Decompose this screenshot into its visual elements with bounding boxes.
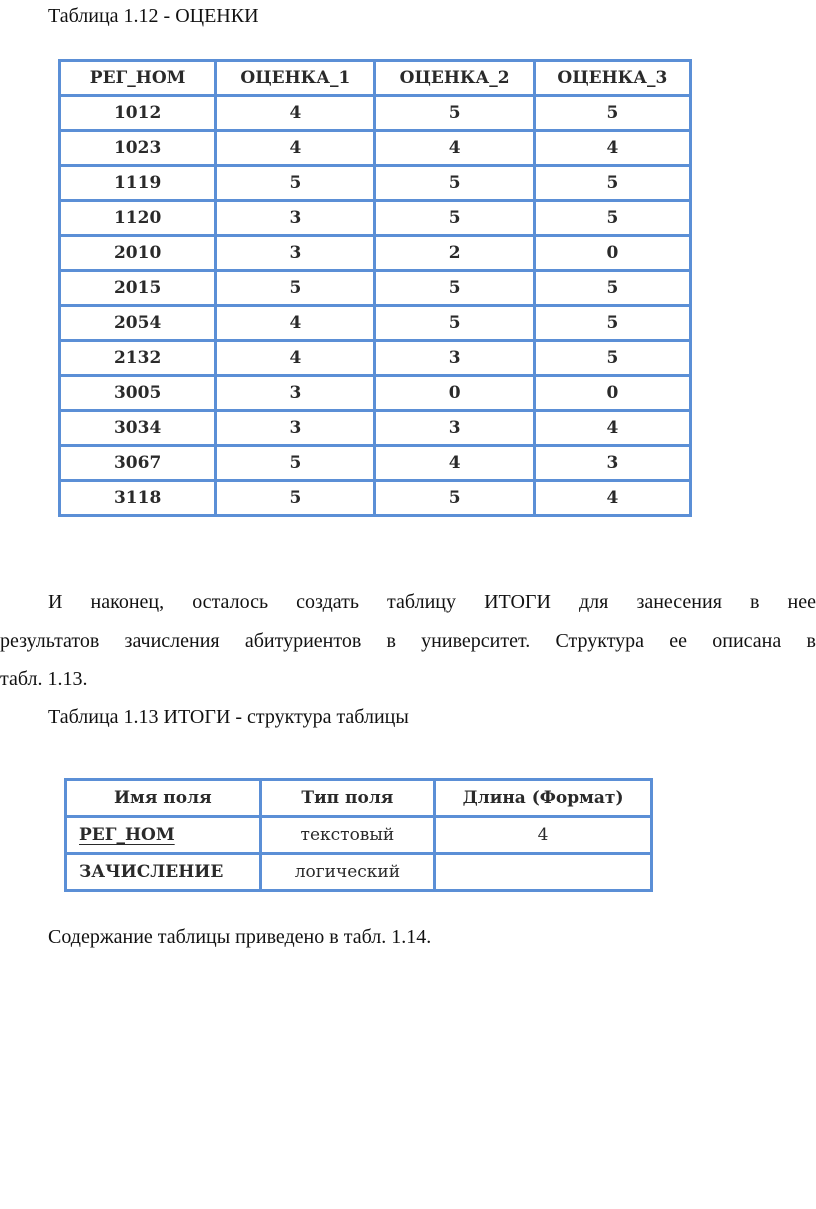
paragraph-word: осталось [192,591,269,613]
grade-cell: 4 [216,131,375,166]
grade-cell: 5 [534,96,690,131]
field-name-cell: ЗАЧИСЛЕНИЕ [66,854,261,891]
paragraph-word: занесения [636,591,722,613]
paragraph-word: Структура [555,629,645,652]
column-header: Тип поля [260,780,434,817]
paragraph-line [0,583,816,622]
field-type-cell: логический [260,854,434,891]
paragraph-word: наконец, [90,591,165,613]
grade-cell: 5 [216,166,375,201]
grade-cell: 3 [216,376,375,411]
table-1-13-caption: Таблица 1.13 ИТОГИ - структура таблицы [48,706,409,728]
grade-cell: 5 [534,341,690,376]
table-header-row [60,61,691,96]
reg-number-cell: 3067 [60,446,216,481]
grade-cell: 3 [534,446,690,481]
grade-cell: 3 [216,201,375,236]
grade-cell: 3 [216,411,375,446]
grade-cell: 0 [375,376,534,411]
paragraph-word: в [749,591,760,613]
reg-number-cell: 1120 [60,201,216,236]
grade-cell: 5 [375,96,534,131]
grade-cell: 5 [375,166,534,201]
grade-cell: 5 [375,306,534,341]
reg-number-cell: 2054 [60,306,216,341]
results-structure-table [64,778,653,892]
paragraph-word: университет. [421,629,531,652]
grade-cell: 5 [534,306,690,341]
paragraph-line [0,660,816,699]
paragraph-word: зачисления [124,629,220,652]
paragraph-word: создать [296,591,359,613]
reg-number-cell: 1012 [60,96,216,131]
field-type-cell: текстовый [260,817,434,854]
table-row [60,131,691,166]
field-name-cell [66,817,261,854]
field-name: РЕГ_НОМ [79,825,175,845]
grade-cell: 5 [216,446,375,481]
column-header: ОЦЕНКА_3 [534,61,690,96]
table-row [66,817,652,854]
table-row [60,481,691,516]
grade-cell: 4 [534,131,690,166]
grade-cell: 4 [375,446,534,481]
grade-cell: 5 [534,271,690,306]
paragraph-line [0,622,816,661]
grades-table [58,59,692,517]
grade-cell: 4 [534,481,690,516]
field-length-cell: 4 [435,817,652,854]
table-row [60,201,691,236]
reg-number-cell: 2010 [60,236,216,271]
table-row [60,271,691,306]
grade-cell: 5 [534,166,690,201]
grade-cell: 3 [375,341,534,376]
table-1-12-caption: Таблица 1.12 - ОЦЕНКИ [48,5,259,27]
paragraph-word: И [48,591,63,613]
table-row [60,306,691,341]
paragraph-text: табл. 1.13. [0,668,88,690]
reg-number-cell: 3005 [60,376,216,411]
grade-cell: 0 [534,376,690,411]
grade-cell: 2 [375,236,534,271]
reg-number-cell: 2015 [60,271,216,306]
paragraph-word: ИТОГИ [484,591,551,613]
grade-cell: 3 [375,411,534,446]
table-row [60,236,691,271]
grade-cell: 5 [216,481,375,516]
grade-cell: 5 [375,481,534,516]
table-header-row [66,780,652,817]
grade-cell: 5 [375,201,534,236]
grade-cell: 5 [375,271,534,306]
table-row [60,166,691,201]
paragraph [0,583,816,699]
table-row [60,446,691,481]
paragraph-word: в [386,629,396,652]
table-row [66,854,652,891]
grade-cell: 3 [216,236,375,271]
grade-cell: 4 [375,131,534,166]
reg-number-cell: 3118 [60,481,216,516]
paragraph-word: нее [787,591,816,613]
reg-number-cell: 3034 [60,411,216,446]
paragraph-word: ее [669,629,688,652]
paragraph-word: в [806,629,816,652]
column-header: ОЦЕНКА_1 [216,61,375,96]
paragraph-word: описана [712,629,782,652]
column-header: ОЦЕНКА_2 [375,61,534,96]
table-row [60,341,691,376]
reg-number-cell: 1023 [60,131,216,166]
paragraph-word: для [579,591,609,613]
reg-number-cell: 2132 [60,341,216,376]
grade-cell: 4 [216,96,375,131]
grade-cell: 4 [534,411,690,446]
grade-cell: 4 [216,341,375,376]
closing-text: Содержание таблицы приведено в табл. 1.14. [48,926,432,948]
column-header: РЕГ_НОМ [60,61,216,96]
paragraph-word: таблицу [387,591,456,613]
grade-cell: 4 [216,306,375,341]
grade-cell: 5 [216,271,375,306]
grade-cell: 5 [534,201,690,236]
table-row [60,96,691,131]
column-header: Длина (Формат) [435,780,652,817]
grade-cell: 0 [534,236,690,271]
table-row [60,376,691,411]
paragraph-word: результатов [0,629,100,652]
paragraph-word: абитуриентов [244,629,362,652]
column-header: Имя поля [66,780,261,817]
table-row [60,411,691,446]
field-length-cell [435,854,652,891]
reg-number-cell: 1119 [60,166,216,201]
